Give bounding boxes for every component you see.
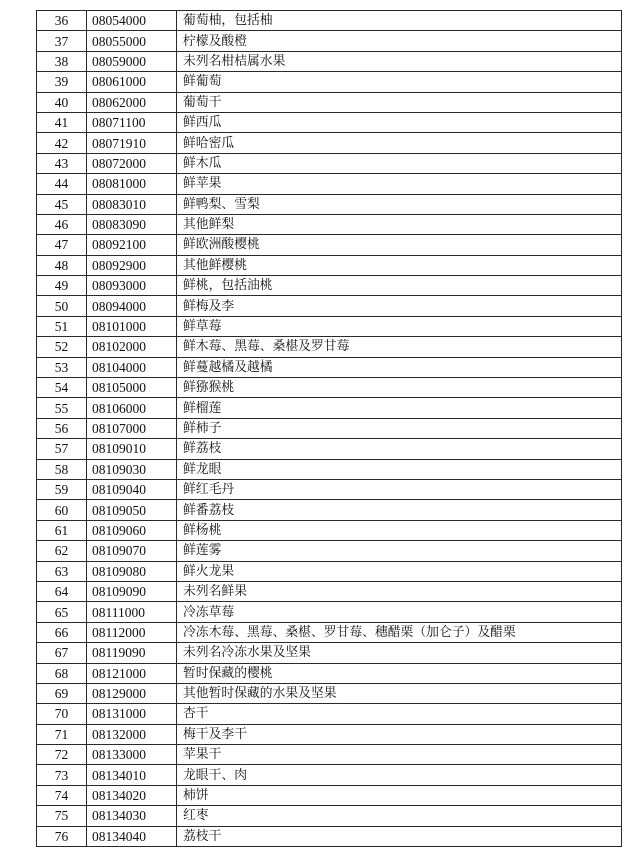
tariff-code-cell: 08083090 (87, 214, 177, 234)
row-number-cell: 57 (37, 439, 87, 459)
tariff-code-cell: 08132000 (87, 724, 177, 744)
row-number-cell: 59 (37, 479, 87, 499)
tariff-code-cell: 08133000 (87, 745, 177, 765)
row-number-cell: 42 (37, 133, 87, 153)
table-row (37, 214, 622, 234)
product-name-cell: 红枣 (177, 806, 622, 826)
tariff-code-cell: 08106000 (87, 398, 177, 418)
tariff-code-cell: 08101000 (87, 316, 177, 336)
row-number-cell: 75 (37, 806, 87, 826)
product-name-cell: 冷冻草莓 (177, 602, 622, 622)
table-row (37, 479, 622, 499)
table-row (37, 745, 622, 765)
row-number-cell: 66 (37, 622, 87, 642)
row-number-cell: 51 (37, 316, 87, 336)
table-row (37, 561, 622, 581)
tariff-code-cell: 08059000 (87, 51, 177, 71)
table-row (37, 826, 622, 846)
tariff-code-cell: 08109060 (87, 520, 177, 540)
row-number-cell: 68 (37, 663, 87, 683)
tariff-code-cell: 08094000 (87, 296, 177, 316)
table-row (37, 724, 622, 744)
row-number-cell: 41 (37, 112, 87, 132)
table-row (37, 439, 622, 459)
row-number-cell: 40 (37, 92, 87, 112)
product-name-cell: 柠檬及酸橙 (177, 31, 622, 51)
row-number-cell: 56 (37, 418, 87, 438)
product-name-cell: 鲜梅及李 (177, 296, 622, 316)
table-row (37, 806, 622, 826)
table-row (37, 174, 622, 194)
product-name-cell: 鲜葡萄 (177, 72, 622, 92)
tariff-code-cell: 08109040 (87, 479, 177, 499)
product-name-cell: 鲜龙眼 (177, 459, 622, 479)
product-name-cell: 鲜西瓜 (177, 112, 622, 132)
product-name-cell: 葡萄干 (177, 92, 622, 112)
product-name-cell: 鲜桃，包括油桃 (177, 276, 622, 296)
table-body (37, 11, 622, 847)
row-number-cell: 46 (37, 214, 87, 234)
tariff-code-cell: 08102000 (87, 337, 177, 357)
product-name-cell: 荔枝干 (177, 826, 622, 846)
row-number-cell: 45 (37, 194, 87, 214)
table-row (37, 459, 622, 479)
product-name-cell: 鲜榴莲 (177, 398, 622, 418)
row-number-cell: 67 (37, 643, 87, 663)
product-name-cell: 其他鲜梨 (177, 214, 622, 234)
product-name-cell: 其他暂时保藏的水果及坚果 (177, 683, 622, 703)
table-row (37, 683, 622, 703)
tariff-code-cell: 08134020 (87, 785, 177, 805)
product-name-cell: 鲜木莓、黑莓、桑椹及罗甘莓 (177, 337, 622, 357)
tariff-code-cell: 08083010 (87, 194, 177, 214)
row-number-cell: 64 (37, 581, 87, 601)
table-row (37, 11, 622, 31)
product-name-cell: 龙眼干、肉 (177, 765, 622, 785)
row-number-cell: 71 (37, 724, 87, 744)
row-number-cell: 55 (37, 398, 87, 418)
row-number-cell: 44 (37, 174, 87, 194)
tariff-code-cell: 08109070 (87, 541, 177, 561)
product-name-cell: 杏干 (177, 704, 622, 724)
tariff-code-cell: 08134010 (87, 765, 177, 785)
product-name-cell: 鲜杨桃 (177, 520, 622, 540)
row-number-cell: 50 (37, 296, 87, 316)
tariff-code-cell: 08055000 (87, 31, 177, 51)
product-name-cell: 鲜柿子 (177, 418, 622, 438)
row-number-cell: 61 (37, 520, 87, 540)
product-name-cell: 柿饼 (177, 785, 622, 805)
product-name-cell: 暂时保藏的樱桃 (177, 663, 622, 683)
table-row (37, 418, 622, 438)
table-row (37, 153, 622, 173)
table-row (37, 622, 622, 642)
product-name-cell: 苹果干 (177, 745, 622, 765)
table-row (37, 133, 622, 153)
tariff-code-cell: 08111000 (87, 602, 177, 622)
table-row (37, 276, 622, 296)
row-number-cell: 43 (37, 153, 87, 173)
product-name-cell: 未列名冷冻水果及坚果 (177, 643, 622, 663)
table-row (37, 194, 622, 214)
row-number-cell: 58 (37, 459, 87, 479)
row-number-cell: 38 (37, 51, 87, 71)
product-name-cell: 鲜鸭梨、雪梨 (177, 194, 622, 214)
table-row (37, 92, 622, 112)
row-number-cell: 74 (37, 785, 87, 805)
product-name-cell: 鲜苹果 (177, 174, 622, 194)
product-name-cell: 鲜欧洲酸樱桃 (177, 235, 622, 255)
row-number-cell: 70 (37, 704, 87, 724)
tariff-code-cell: 08109010 (87, 439, 177, 459)
tariff-code-cell: 08054000 (87, 11, 177, 31)
product-name-cell: 鲜荔枝 (177, 439, 622, 459)
row-number-cell: 65 (37, 602, 87, 622)
row-number-cell: 37 (37, 31, 87, 51)
row-number-cell: 48 (37, 255, 87, 275)
tariff-code-cell: 08104000 (87, 357, 177, 377)
row-number-cell: 60 (37, 500, 87, 520)
table-row (37, 51, 622, 71)
table-row (37, 765, 622, 785)
table-row (37, 316, 622, 336)
product-name-cell: 鲜火龙果 (177, 561, 622, 581)
table-row (37, 337, 622, 357)
product-name-cell: 鲜哈密瓜 (177, 133, 622, 153)
table-row (37, 255, 622, 275)
tariff-code-cell: 08134030 (87, 806, 177, 826)
table-row (37, 704, 622, 724)
row-number-cell: 53 (37, 357, 87, 377)
product-name-cell: 鲜番荔枝 (177, 500, 622, 520)
table-row (37, 398, 622, 418)
row-number-cell: 72 (37, 745, 87, 765)
row-number-cell: 63 (37, 561, 87, 581)
row-number-cell: 69 (37, 683, 87, 703)
table-row (37, 581, 622, 601)
table-row (37, 541, 622, 561)
table-row (37, 643, 622, 663)
tariff-code-cell: 08071910 (87, 133, 177, 153)
product-name-cell: 未列名鲜果 (177, 581, 622, 601)
tariff-code-cell: 08109050 (87, 500, 177, 520)
tariff-code-cell: 08109080 (87, 561, 177, 581)
row-number-cell: 52 (37, 337, 87, 357)
product-name-cell: 鲜木瓜 (177, 153, 622, 173)
tariff-code-cell: 08093000 (87, 276, 177, 296)
row-number-cell: 39 (37, 72, 87, 92)
product-name-cell: 葡萄柚，包括柚 (177, 11, 622, 31)
table-row (37, 500, 622, 520)
table-row (37, 785, 622, 805)
table-row (37, 663, 622, 683)
tariff-code-cell: 08072000 (87, 153, 177, 173)
row-number-cell: 62 (37, 541, 87, 561)
tariff-code-cell: 08131000 (87, 704, 177, 724)
table-row (37, 31, 622, 51)
table-row (37, 72, 622, 92)
row-number-cell: 36 (37, 11, 87, 31)
row-number-cell: 49 (37, 276, 87, 296)
tariff-code-cell: 08119090 (87, 643, 177, 663)
product-name-cell: 鲜红毛丹 (177, 479, 622, 499)
table-row (37, 112, 622, 132)
row-number-cell: 54 (37, 378, 87, 398)
tariff-code-cell: 08071100 (87, 112, 177, 132)
product-name-cell: 鲜草莓 (177, 316, 622, 336)
row-number-cell: 76 (37, 826, 87, 846)
product-name-cell: 冷冻木莓、黑莓、桑椹、罗甘莓、穗醋栗（加仑子）及醋栗 (177, 622, 622, 642)
tariff-code-cell: 08092100 (87, 235, 177, 255)
table-row (37, 357, 622, 377)
tariff-code-cell: 08109090 (87, 581, 177, 601)
tariff-code-cell: 08062000 (87, 92, 177, 112)
product-name-cell: 鲜蔓越橘及越橘 (177, 357, 622, 377)
row-number-cell: 47 (37, 235, 87, 255)
tariff-code-cell: 08109030 (87, 459, 177, 479)
tariff-code-cell: 08061000 (87, 72, 177, 92)
tariff-code-table (36, 10, 622, 847)
product-name-cell: 鲜莲雾 (177, 541, 622, 561)
tariff-code-cell: 08134040 (87, 826, 177, 846)
tariff-code-cell: 08129000 (87, 683, 177, 703)
tariff-code-cell: 08092900 (87, 255, 177, 275)
table-row (37, 520, 622, 540)
product-name-cell: 鲜猕猴桃 (177, 378, 622, 398)
tariff-code-cell: 08121000 (87, 663, 177, 683)
row-number-cell: 73 (37, 765, 87, 785)
table-row (37, 296, 622, 316)
table-row (37, 378, 622, 398)
product-name-cell: 其他鲜樱桃 (177, 255, 622, 275)
tariff-code-cell: 08112000 (87, 622, 177, 642)
table-row (37, 602, 622, 622)
product-name-cell: 梅干及李干 (177, 724, 622, 744)
table-row (37, 235, 622, 255)
tariff-code-cell: 08105000 (87, 378, 177, 398)
tariff-code-cell: 08081000 (87, 174, 177, 194)
product-name-cell: 未列名柑桔属水果 (177, 51, 622, 71)
tariff-code-cell: 08107000 (87, 418, 177, 438)
